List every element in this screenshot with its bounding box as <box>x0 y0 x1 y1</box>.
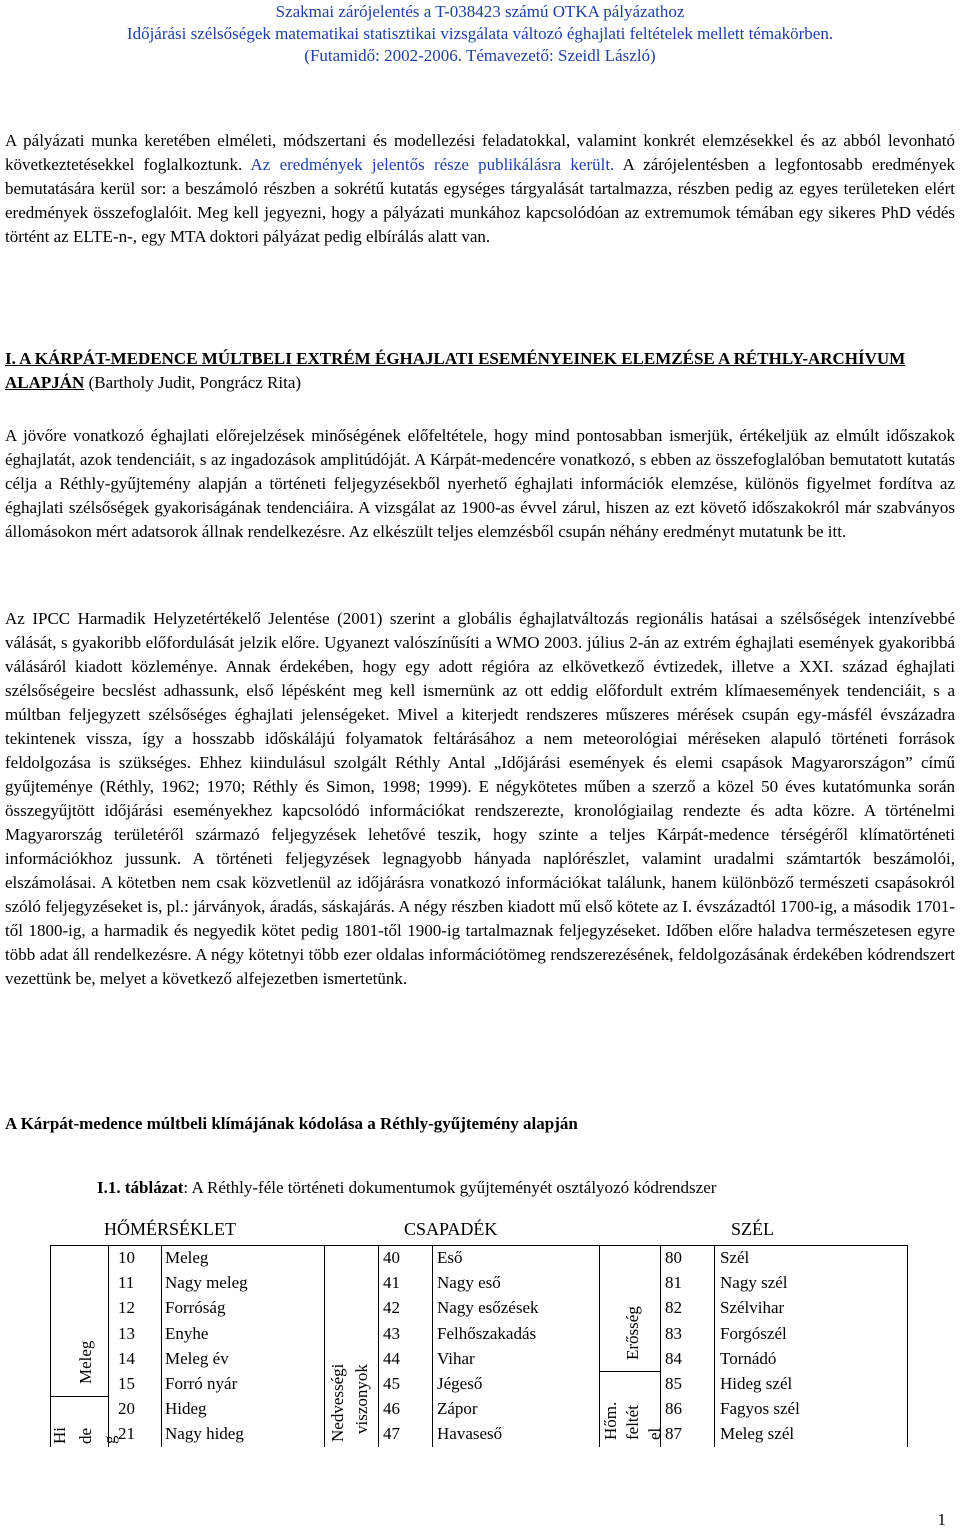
precipitation-label: Havaseső <box>437 1424 503 1444</box>
side-label-hom-3: el <box>645 1427 664 1440</box>
table-grid-line <box>660 1245 661 1447</box>
side-label-eros: Erősség <box>623 1306 642 1360</box>
header-line-3: (Futamidő: 2002-2006. Témavezető: Szeidl László) <box>304 46 656 65</box>
temperature-label: Forró nyár <box>165 1374 238 1393</box>
precipitation-label: Jégeső <box>437 1374 483 1393</box>
temperature-label: Nagy meleg <box>165 1273 248 1293</box>
temperature-label: Enyhe <box>165 1323 209 1343</box>
header-line-1: Szakmai zárójelentés a T-038423 számú OTKA pályázathoz <box>275 2 685 21</box>
side-label-hom-2: feltét <box>623 1405 642 1440</box>
temperature-code: 20 <box>118 1399 135 1419</box>
table-grid-line <box>432 1245 433 1447</box>
table-header-temperature: HŐMÉRSÉKLET <box>104 1219 236 1239</box>
precipitation-code: 40 <box>383 1248 400 1267</box>
wind-code: 82 <box>665 1298 682 1318</box>
wind-label: Szélvihar <box>720 1298 785 1318</box>
table-group-rule <box>50 1396 108 1397</box>
precipitation-code: 41 <box>383 1273 400 1293</box>
table-caption-text: : A Réthly-féle történeti dokumentumok gyűjteményét osztályozó kódrendszer <box>183 1178 717 1197</box>
table-header-precipitation: CSAPADÉK <box>404 1219 498 1239</box>
side-label-hideg-3: g <box>100 1435 119 1444</box>
precipitation-label: Zápor <box>437 1399 478 1419</box>
table-grid-line <box>50 1245 51 1447</box>
table-grid-line <box>714 1245 715 1447</box>
document-header <box>0 1 960 67</box>
table-header-wind: SZÉL <box>731 1219 774 1239</box>
section-1-heading <box>5 347 955 395</box>
table-caption-label: I.1. táblázat <box>97 1178 184 1197</box>
wind-label: Szél <box>720 1248 750 1267</box>
intro-paragraph <box>5 129 955 249</box>
publication-note: Az eredmények jelentős része publikálásra került. <box>250 155 615 174</box>
precipitation-code: 44 <box>383 1348 400 1368</box>
wind-code: 81 <box>665 1273 682 1293</box>
temperature-label: Forróság <box>165 1298 226 1318</box>
wind-label: Hideg szél <box>720 1374 793 1393</box>
wind-code: 87 <box>665 1424 682 1444</box>
paragraph-2: Az IPCC Harmadik Helyzetértékelő Jelentése (2001) szerint a globális éghajlatváltozás regionális hatásai a szélsőségek intenzívebbé válását, s gyakoribb előfordulását jelzik előre. Ugyanezt valószínűsíti a WMO 2003. július 2-án az extrém éghajlati események gyakoribbá válásáról kiadott közleménye. Annak érdekében, hogy egy adott régióra az elkövetkező évtizedek, illetve a XXI. század éghajlati szélsőségeire becslést adhassunk, első lépésként meg kell ismernünk az ott eddig előfordult extrém klímaesemények tendenciáit, s a múltban feljegyzett szélsőséges éghajlati jelenségeket. Mivel a kiterjedt rendszeres műszeres mérések csupán egy-másfél évszázadra tekintenek vissza, így a hosszabb időskálájú folyamatok feltárásához a nem meteorológiai méréseken alapuló történeti források feldolgozása is szükséges. Ehhez kiindulásul szolgált Réthly Antal „Időjárási események és elemi csapások Magyarországon” című gyűjteménye (Réthly, 1962; 1970; Réthly és Simon, 1998; 1999). E négykötetes műben a szerző a közel 50 éves kutatómunka során összegyűjtött időjárási eseményekhez kapcsolódó információkat rendszerezte, kronológiailag rendezte és adta közre. A történelmi Magyarország területéről származó feljegyzések lehetővé teszik, hogy szinte a teljes Kárpát-medence térségéről klímatörténeti információkhoz jussunk. A történeti feljegyzések legnagyobb hányada naplórészlet, valamint uradalmi számtartók beszámolói, elszámolásai. A kötetben nem csak közvetlenül az időjárásra vonatkozó információkat találunk, hanem különböző természeti csapásokról szóló feljegyzéseket is, pl.: járványok, áradás, sáskajárás. A négy részben kiadott mű első kötete az I. évszázadtól 1700-ig, a második 1701-től 1800-ig, a harmadik és negyedik kötet pedig 1801-től 1900-ig tartalmaznak feljegyzéseket. Időben előre haladva természetesen egyre több adat áll rendelkezésre. A négy kötetnyi több ezer oldalas információtömeg rendszerezésének, feldolgozásának érdekében kódrendszert vezettünk be, melyet a következő alfejezetben ismertetünk. <box>5 609 955 988</box>
table-grid-line <box>599 1245 600 1447</box>
temperature-code: 21 <box>118 1424 135 1444</box>
table-grid-line <box>324 1245 325 1447</box>
table-grid-line <box>907 1245 908 1447</box>
temperature-code: 11 <box>118 1273 135 1293</box>
precipitation-code: 47 <box>383 1424 400 1444</box>
temperature-label: Meleg <box>165 1248 209 1267</box>
table-caption <box>97 1178 716 1198</box>
wind-code: 80 <box>665 1248 682 1267</box>
wind-label: Meleg szél <box>720 1424 795 1444</box>
precipitation-code: 45 <box>383 1374 400 1393</box>
section-1-authors: (Bartholy Judit, Pongrácz Rita) <box>88 373 302 392</box>
intro-text-a: A pályázati munka keretében elméleti, módszertani és modellezési feladatokkal, valamint konkrét elemzésekkel és az abból levonható következtetésekkel foglalkoztunk. Az eredmények jelentős része publikálásra került. A zárójelentésben a legfontosabb eredmények bemutatására kerül sor: a beszámoló részben a sokrétű kutatás egységes tárgyalását tartalmazza, részben pedig az egyes területeken elért eredmények összefoglalóit. <box>5 131 955 222</box>
table-grid-line <box>161 1245 162 1447</box>
section-1-title: I. A KÁRPÁT-MEDENCE MÚLTBELI EXTRÉM ÉGHAJLATI ESEMÉNYEINEK ELEMZÉSE A RÉTHLY-ARCHÍVUM ALAPJÁN <box>5 349 906 392</box>
table-group-rule <box>599 1371 660 1372</box>
temperature-code: 14 <box>118 1348 135 1368</box>
temperature-label: Nagy hideg <box>165 1424 244 1444</box>
side-label-hideg-1: Hi <box>50 1427 69 1444</box>
temperature-code: 13 <box>118 1323 135 1343</box>
paragraph-1: A jövőre vonatkozó éghajlati előrejelzések minőségének előfeltétele, hogy mind pontosabban ismerjük, értékeljük az elmúlt időszakok éghajlatát, azok tendenciáit, s az ingadozások amplitúdóját. A Kárpát-medencére vonatkozó, s ebben az összefoglalóban bemutatott kutatás célja a Réthly-gyűjtemény alapján a történeti feljegyzésekből nyerhető éghajlati információk elemzése, különös figyelmet fordítva az éghajlati szélsőségek gyakoriságának tendenciáira. A vizsgálat az 1900-as évvel zárul, hiszen az ezt követő időszakokról már szabványos állomásokon mért adatsorok állnak rendelkezésre. Az elkészült teljes elemzésből csupán néhány eredményt mutatunk be itt. <box>5 426 955 541</box>
precipitation-label: Eső <box>437 1248 463 1267</box>
temperature-label: Hideg <box>165 1399 207 1419</box>
temperature-code: 12 <box>118 1298 135 1318</box>
table-grid-line <box>108 1245 109 1447</box>
side-label-nedv-1: Nedvességi <box>328 1363 347 1442</box>
temperature-code: 15 <box>118 1374 135 1393</box>
precipitation-code: 42 <box>383 1298 400 1318</box>
temperature-code: 10 <box>118 1248 135 1267</box>
header-line-2: Időjárási szélsőségek matematikai statisztikai vizsgálata változó éghajlati feltételek mellett témakörben. <box>126 24 834 43</box>
wind-label: Forgószél <box>720 1323 787 1343</box>
table-grid-line <box>378 1245 379 1447</box>
wind-label: Fagyos szél <box>720 1399 800 1419</box>
precipitation-code: 43 <box>383 1323 400 1343</box>
wind-code: 86 <box>665 1399 682 1419</box>
table-header-rule <box>50 1245 907 1246</box>
wind-code: 84 <box>665 1348 682 1368</box>
precipitation-label: Vihar <box>437 1348 475 1368</box>
page-number: 1 <box>937 1510 946 1529</box>
wind-code: 83 <box>665 1323 682 1343</box>
precipitation-label: Nagy esőzések <box>437 1298 539 1318</box>
subsection-heading: A Kárpát-medence múltbeli klímájának kódolása a Réthly-gyűjtemény alapján <box>5 1114 578 1133</box>
side-label-hom-1: Hőm. <box>601 1401 620 1440</box>
precipitation-label: Felhőszakadás <box>437 1323 537 1343</box>
side-label-nedv-2: viszonyok <box>352 1364 371 1434</box>
wind-label: Nagy szél <box>720 1273 788 1293</box>
side-label-hideg-2: de <box>76 1427 95 1444</box>
precipitation-label: Nagy eső <box>437 1273 501 1293</box>
precipitation-code: 46 <box>383 1399 400 1419</box>
wind-label: Tornádó <box>720 1348 777 1368</box>
side-label-meleg: Meleg <box>76 1340 95 1384</box>
intro-text-b: Meg kell jegyezni, hogy a pályázati munkához kapcsolódóan az extremumok témában egy sikeres PhD védés történt az ELTE-n-, egy MTA doktori pályázat pedig elbírálás alatt van. <box>5 203 955 246</box>
wind-code: 85 <box>665 1374 682 1393</box>
temperature-label: Meleg év <box>165 1348 229 1368</box>
